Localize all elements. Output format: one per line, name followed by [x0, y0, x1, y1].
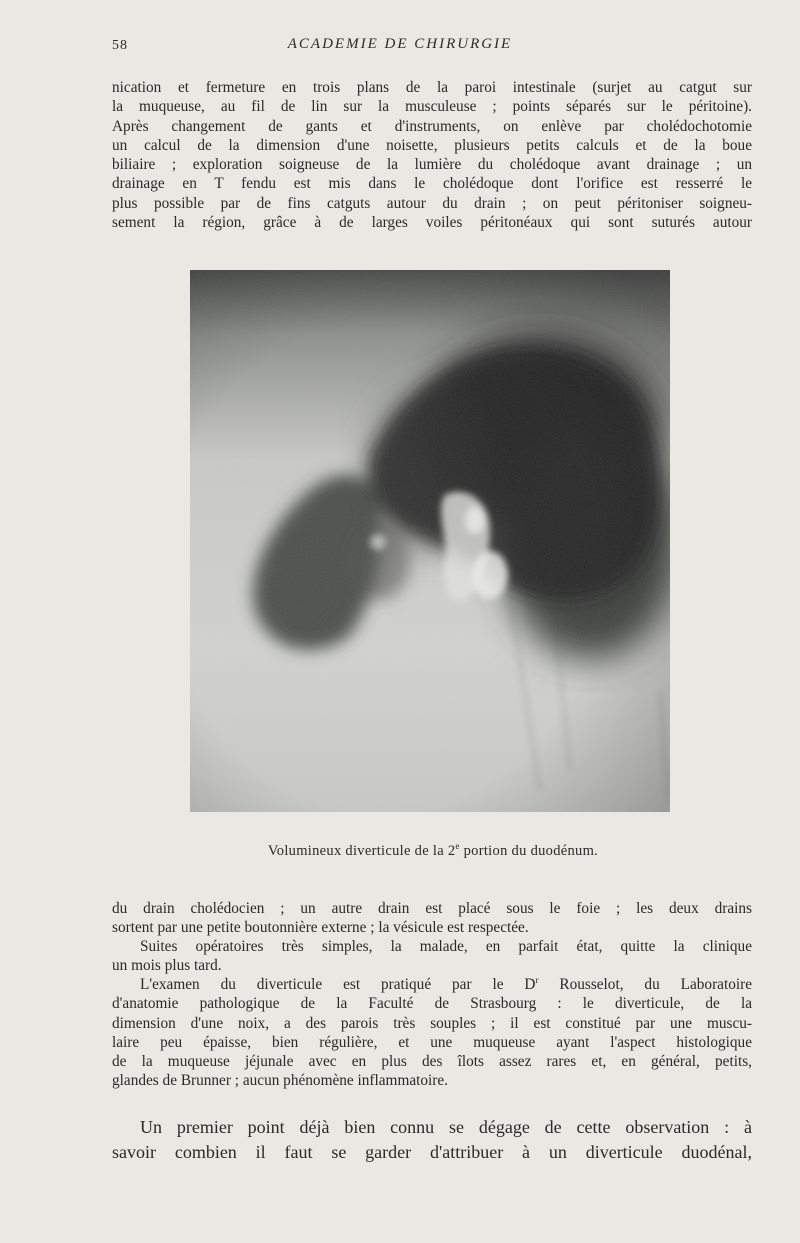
- paragraph-drain: [112, 899, 752, 938]
- text-segment: Rousselot, du Laboratoire: [538, 976, 752, 993]
- radiograph-figure: [190, 270, 670, 812]
- text-line: [112, 975, 752, 994]
- text-line: savoir combien il faut se garder d'attribuer à un diverticule duodénal,: [112, 1142, 752, 1162]
- radiograph-image: [190, 270, 670, 812]
- text-line: du drain cholédocien ; un autre drain est placé sous le foie ; les deux drains: [112, 900, 752, 917]
- text-line: Suites opératoires très simples, la malade, en parfait état, quitte la clinique: [140, 938, 752, 955]
- text-superscript: r: [535, 974, 539, 985]
- text-line: Un premier point déjà bien connu se dégage de cette observation : à: [140, 1117, 752, 1137]
- text-line: dimension d'une noix, a des parois très souples ; il est constitué par une muscu-: [112, 1014, 752, 1032]
- text-line: glandes de Brunner ; aucun phénomène inflammatoire.: [112, 1072, 448, 1090]
- page-number: 58: [112, 38, 128, 53]
- text-line: biliaire ; exploration soigneuse de la lumière du cholédoque avant drainage ; un: [112, 156, 752, 174]
- caption-text: Volumineux diverticule de la 2: [267, 843, 456, 859]
- text-line: un calcul de la dimension d'une noisette, plusieurs petits calculs et de la boue: [112, 136, 752, 154]
- figure-caption: [0, 843, 800, 860]
- paragraph-premier-point: [112, 1115, 752, 1165]
- text-line: d'anatomie pathologique de la Faculté de Strasbourg : le diverticule, de la: [112, 995, 752, 1013]
- caption-text-end: portion du duodénum.: [459, 843, 599, 859]
- top-paragraph: [112, 78, 752, 232]
- text-line: de la muqueuse jéjunale avec en plus des îlots assez rares et, en général, petits,: [112, 1053, 752, 1071]
- text-line: Après changement de gants et d'instruments, on enlève par cholédochotomie: [112, 117, 752, 135]
- running-head: ACADEMIE DE CHIRURGIE: [287, 36, 513, 52]
- text-line: nication et fermeture en trois plans de la paroi intestinale (surjet au catgut sur: [112, 79, 752, 96]
- caption-superscript: e: [455, 841, 460, 852]
- paragraph-examen: [112, 975, 752, 1091]
- text-segment: L'examen du diverticule est pratiqué par le D: [140, 976, 536, 993]
- text-line: laire peu épaisse, bien régulière, et une muqueuse ayant l'aspect histologique: [112, 1033, 752, 1051]
- text-line: sement la région, grâce à de larges voiles péritonéaux qui sont suturés autour: [112, 214, 752, 232]
- text-line: sortent par une petite boutonnière externe ; la vésicule est respectée.: [112, 919, 529, 937]
- paragraph-suites: [112, 937, 752, 976]
- text-line: un mois plus tard.: [112, 957, 222, 975]
- text-line: plus possible par de fins catguts autour du drain ; on peut péritoniser soigneu-: [112, 194, 752, 212]
- text-line: drainage en T fendu est mis dans le cholédoque dont l'orifice est resserré le: [112, 175, 752, 193]
- text-line: la muqueuse, au fil de lin sur la musculeuse ; points séparés sur le péritoine).: [112, 98, 752, 116]
